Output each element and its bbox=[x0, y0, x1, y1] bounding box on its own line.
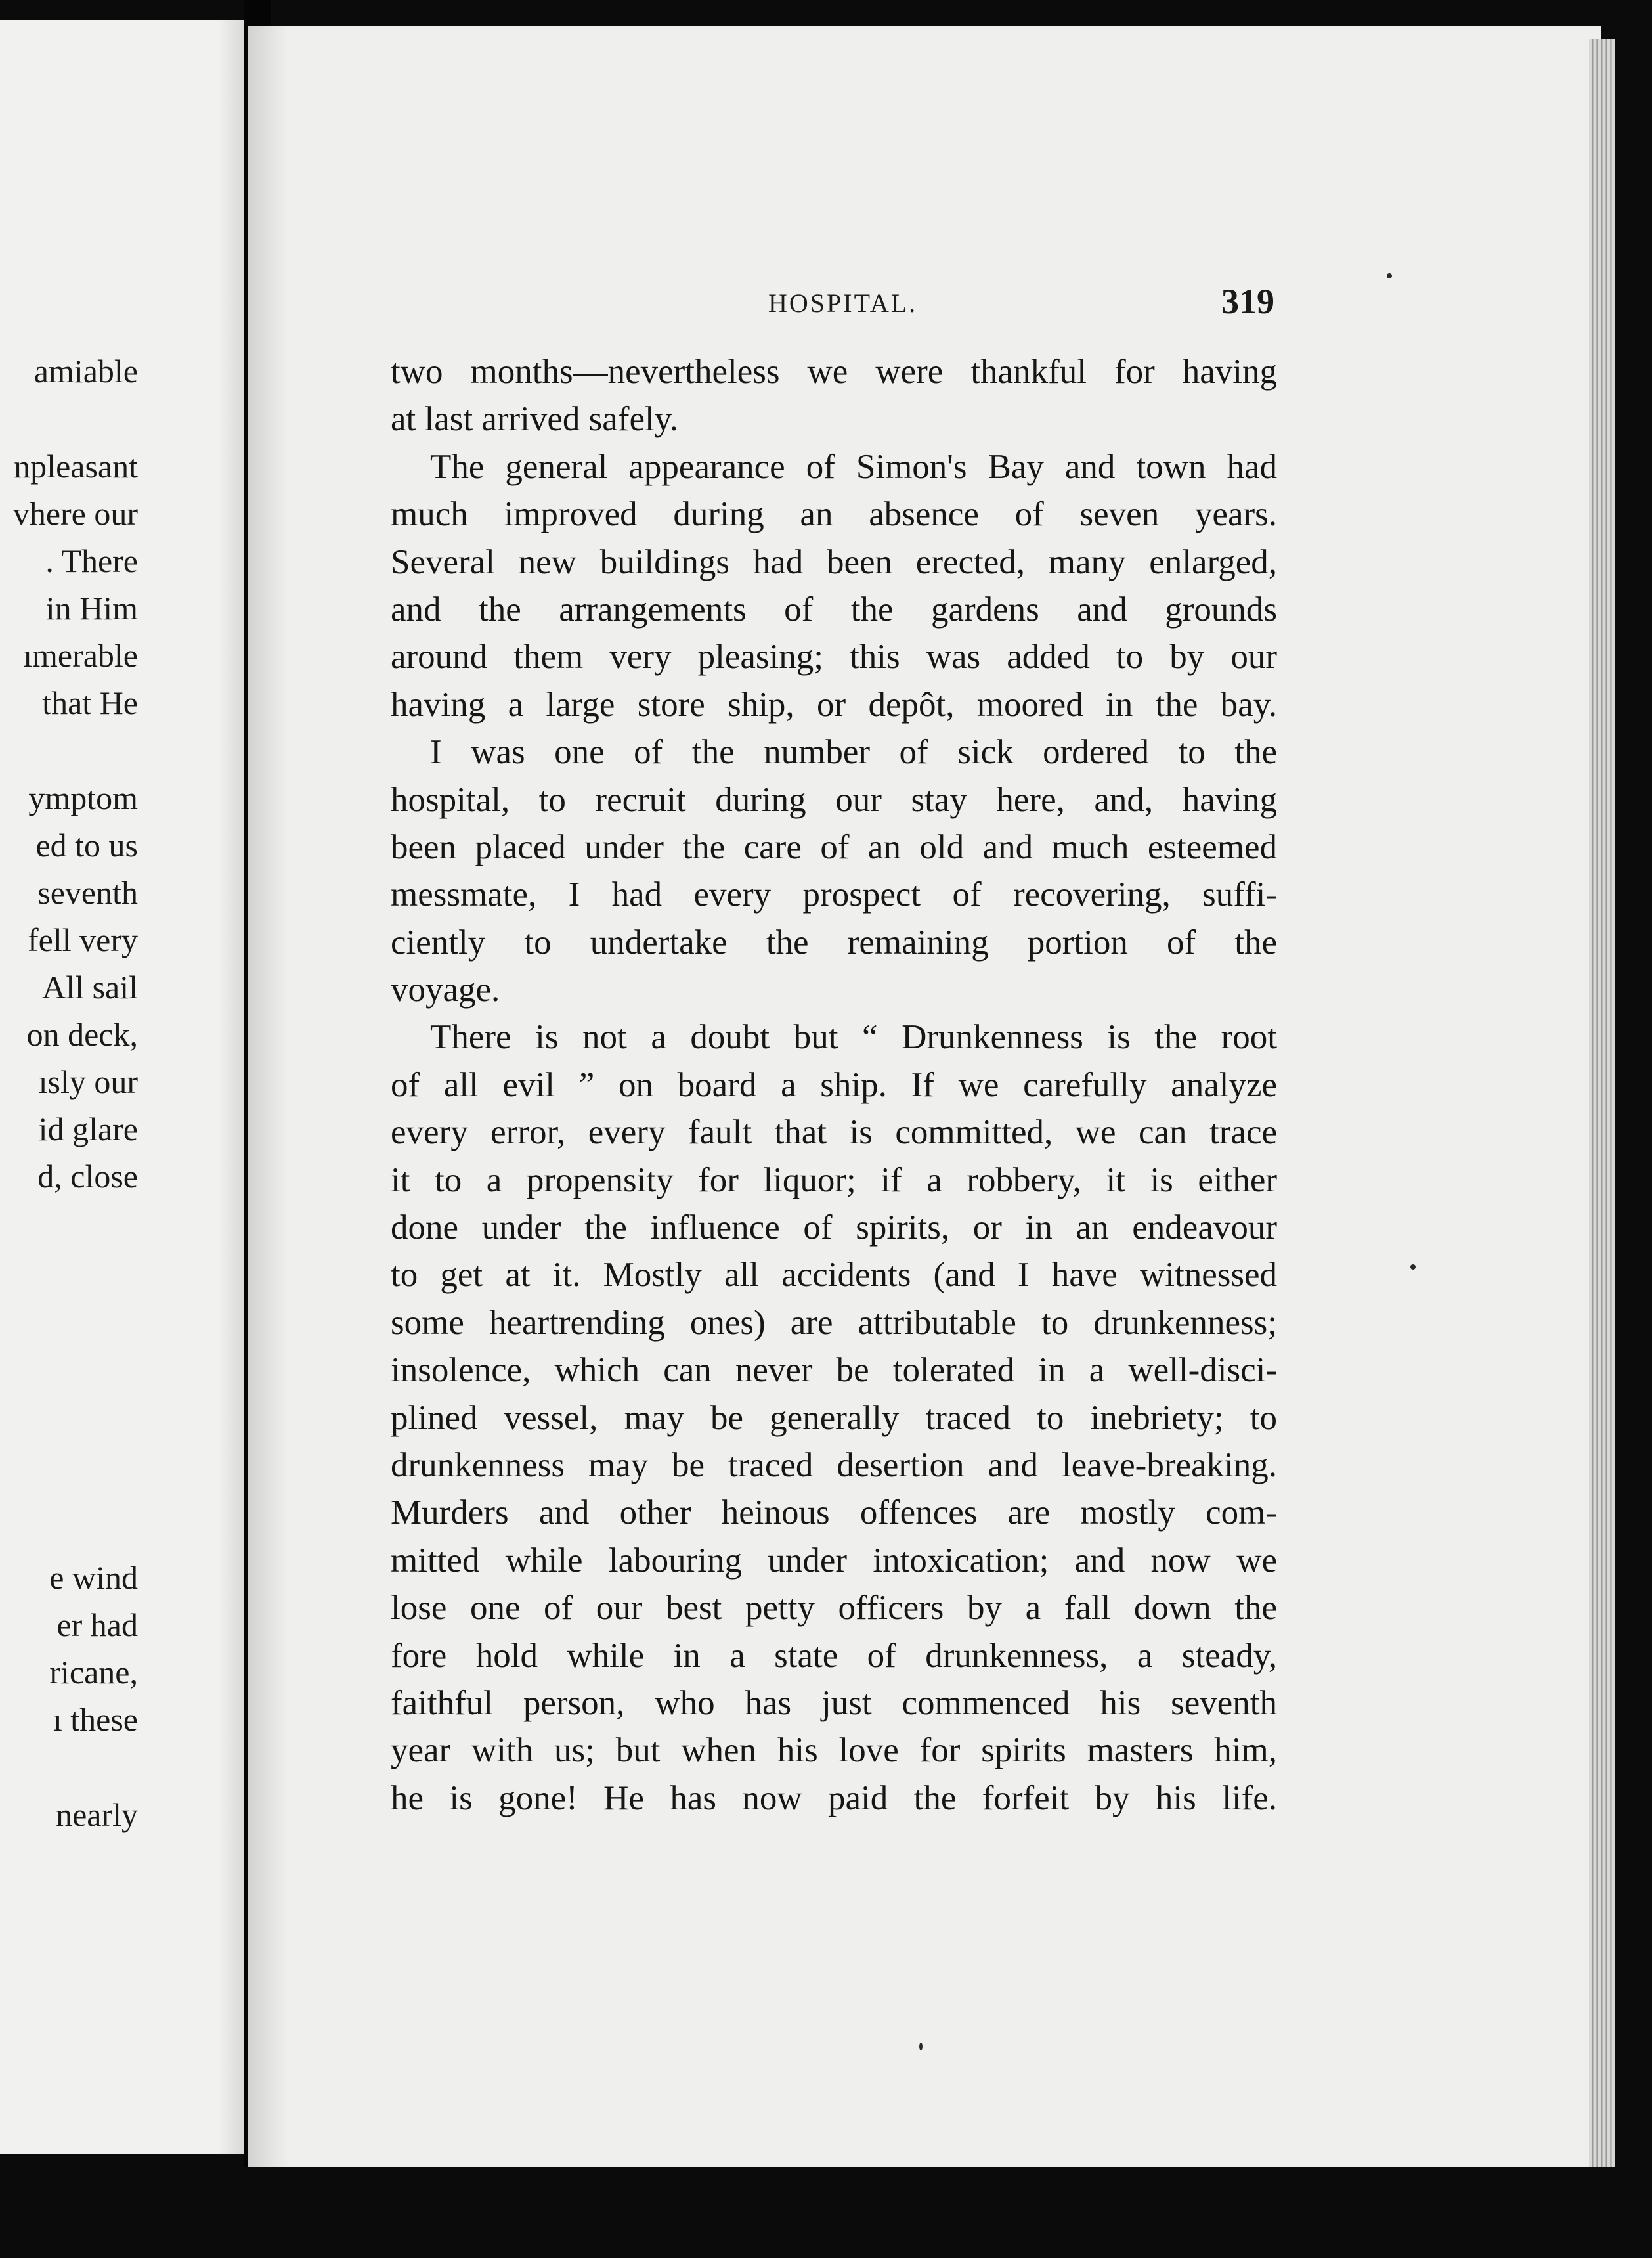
left-page-line-fragment: vhere our bbox=[12, 495, 138, 532]
left-page-line-fragment: ricane, bbox=[49, 1654, 138, 1691]
text-line: every error, every fault that is committed, we can trace bbox=[391, 1113, 1277, 1152]
left-page-line-fragment: ed to us bbox=[35, 827, 138, 864]
left-page-line-fragment: in Him bbox=[45, 590, 138, 627]
left-page-line-fragment: npleasant bbox=[14, 448, 138, 485]
scan-speck bbox=[1387, 273, 1392, 278]
text-line: and the arrangements of the gardens and grounds bbox=[391, 590, 1277, 629]
text-line: some heartrending ones) are attributable to drunkenness; bbox=[391, 1303, 1277, 1342]
left-page-line-fragment: ı these bbox=[53, 1701, 138, 1738]
text-line: voyage. bbox=[391, 971, 500, 1009]
left-page-line-fragment: seventh bbox=[37, 874, 138, 911]
text-line: much improved during an absence of seven years. bbox=[391, 495, 1277, 534]
text-line: of all evil ” on board a ship. If we carefully analyze bbox=[391, 1065, 1277, 1104]
text-line: having a large store ship, or depôt, moored in the bay. bbox=[391, 685, 1277, 724]
text-line: been placed under the care of an old and much esteemed bbox=[391, 828, 1277, 866]
running-head: HOSPITAL. bbox=[768, 288, 918, 318]
scan-border-bottom bbox=[0, 2167, 1652, 2258]
page-curve-shadow bbox=[248, 26, 288, 2194]
left-page-line-fragment: amiable bbox=[33, 353, 138, 389]
text-line: messmate, I had every prospect of recovering, suffi- bbox=[391, 875, 1277, 914]
scan-speck bbox=[919, 2043, 923, 2050]
text-line: at last arrived safely. bbox=[391, 400, 679, 439]
left-page-line-fragment: d, close bbox=[37, 1158, 138, 1195]
text-line: to get at it. Mostly all accidents (and I have witnessed bbox=[391, 1256, 1277, 1295]
text-line: Murders and other heinous offences are mostly com- bbox=[391, 1494, 1277, 1532]
text-line: it to a propensity for liquor; if a robbery, it is either bbox=[391, 1161, 1277, 1199]
text-line: hospital, to recruit during our stay here, and, having bbox=[391, 780, 1277, 819]
scan-border-right bbox=[1615, 39, 1652, 2258]
left-page-line-fragment: id glare bbox=[38, 1111, 138, 1147]
scan-speck bbox=[1410, 1264, 1416, 1270]
text-line: two months—nevertheless we were thankful for having bbox=[391, 353, 1277, 391]
text-line: Several new buildings had been erected, many enlarged, bbox=[391, 542, 1277, 581]
left-page-line-fragment: that He bbox=[42, 684, 138, 721]
left-page-line-fragment: ymptom bbox=[28, 780, 138, 816]
left-page-line-fragment: ısly our bbox=[38, 1063, 138, 1100]
gutter-shadow bbox=[218, 20, 244, 2154]
text-line: I was one of the number of sick ordered to the bbox=[430, 733, 1277, 772]
body-text bbox=[391, 348, 1277, 1822]
left-page-line-fragment: e wind bbox=[49, 1559, 138, 1596]
left-page-line-fragment: nearly bbox=[56, 1796, 138, 1833]
text-line: he is gone! He has now paid the forfeit by his life. bbox=[391, 1779, 1277, 1817]
text-line: around them very pleasing; this was added to by our bbox=[391, 638, 1277, 676]
text-line: done under the influence of spirits, or in an endeavour bbox=[391, 1208, 1277, 1247]
left-page-line-fragment: . There bbox=[45, 542, 138, 579]
text-line: drunkenness may be traced desertion and leave-breaking. bbox=[391, 1446, 1277, 1484]
text-line: lose one of our best petty officers by a fall down the bbox=[391, 1589, 1277, 1627]
text-line: ciently to undertake the remaining portion of the bbox=[391, 923, 1277, 962]
left-page-line-fragment: fell very bbox=[28, 921, 138, 958]
left-page-line-fragment: er had bbox=[56, 1606, 138, 1643]
text-line: fore hold while in a state of drunkenness, a steady, bbox=[391, 1636, 1277, 1675]
left-page-line-fragment: All sail bbox=[42, 969, 138, 1006]
text-line: year with us; but when his love for spirits masters him, bbox=[391, 1731, 1277, 1770]
text-line: insolence, which can never be tolerated in a well-disci- bbox=[391, 1351, 1277, 1390]
left-page-line-fragment: on deck, bbox=[26, 1016, 138, 1053]
text-line: plined vessel, may be generally traced to inebriety; to bbox=[391, 1398, 1277, 1437]
text-line: mitted while labouring under intoxication; and now we bbox=[391, 1541, 1277, 1580]
text-line: The general appearance of Simon's Bay and town had bbox=[430, 447, 1277, 486]
left-page-line-fragment: ımerable bbox=[23, 637, 138, 674]
text-line: There is not a doubt but “ Drunkenness is the root bbox=[430, 1018, 1277, 1057]
page-number: 319 bbox=[1221, 282, 1274, 321]
text-line: faithful person, who has just commenced his seventh bbox=[391, 1683, 1277, 1722]
